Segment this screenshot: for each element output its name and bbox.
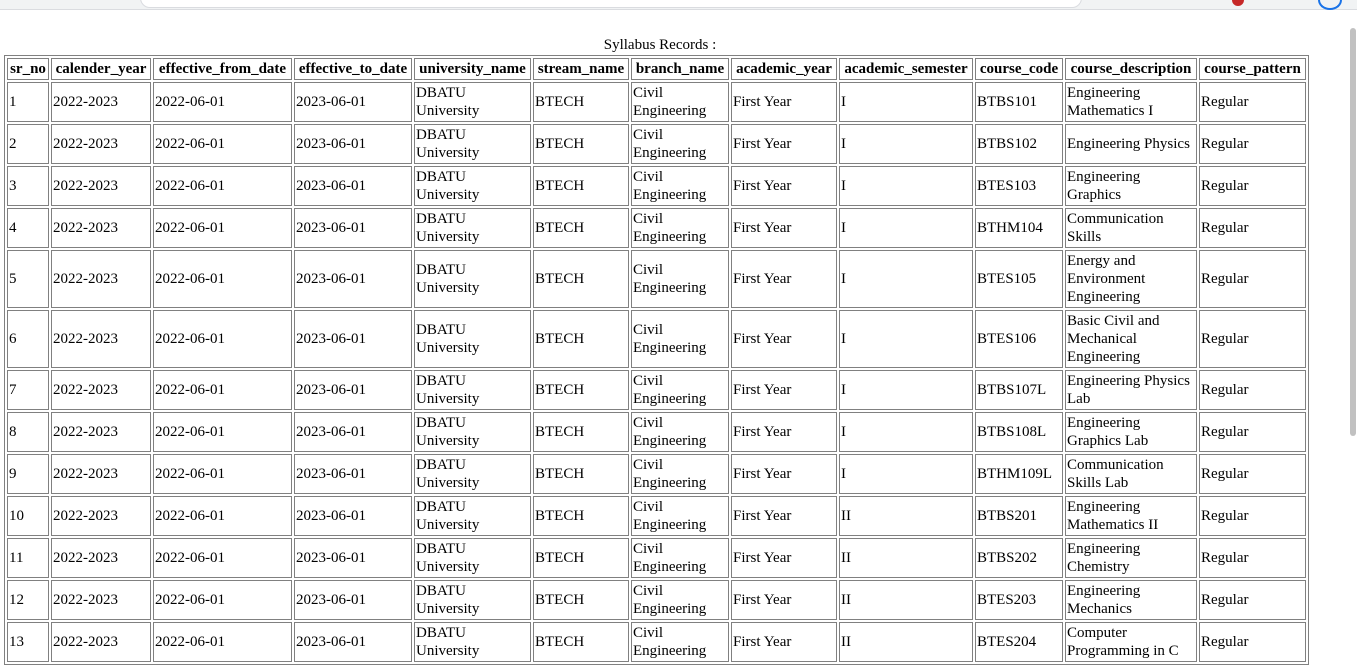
course-description-cell: Engineering Physics Lab	[1065, 370, 1197, 410]
calender-year-cell: 2022-2023	[51, 370, 151, 410]
branch-name-cell: Civil Engineering	[631, 496, 729, 536]
sr-no-cell: 12	[7, 580, 49, 620]
effective-from-date-cell: 2022-06-01	[153, 310, 292, 368]
effective-from-date-cell: 2022-06-01	[153, 82, 292, 122]
branch-name-cell: Civil Engineering	[631, 370, 729, 410]
table-row	[7, 124, 1306, 164]
academic-year-cell: First Year	[731, 538, 837, 578]
effective-to-date-cell: 2023-06-01	[294, 310, 412, 368]
effective-to-date-cell: 2023-06-01	[294, 580, 412, 620]
table-row	[7, 208, 1306, 248]
table-row	[7, 496, 1306, 536]
course-pattern-cell: Regular	[1199, 310, 1306, 368]
sr-no-cell: 2	[7, 124, 49, 164]
course-code-cell: BTBS201	[975, 496, 1063, 536]
academic-year-cell: First Year	[731, 310, 837, 368]
stream-name-cell: BTECH	[533, 370, 629, 410]
course-description-cell: Engineering Chemistry	[1065, 538, 1197, 578]
course-pattern-cell: Regular	[1199, 412, 1306, 452]
course-description-cell: Basic Civil and Mechanical Engineering	[1065, 310, 1197, 368]
university-name-cell: DBATU University	[414, 250, 531, 308]
course-code-cell: BTES204	[975, 622, 1063, 662]
browser-toolbar	[0, 0, 1357, 10]
course-pattern-cell: Regular	[1199, 580, 1306, 620]
sr-no-cell: 1	[7, 82, 49, 122]
table-row	[7, 310, 1306, 368]
effective-to-date-cell: 2023-06-01	[294, 370, 412, 410]
table-row	[7, 412, 1306, 452]
academic-semester-cell: I	[839, 250, 973, 308]
course-pattern-cell: Regular	[1199, 124, 1306, 164]
course-code-cell: BTBS102	[975, 124, 1063, 164]
branch-name-cell: Civil Engineering	[631, 250, 729, 308]
sr-no-cell: 10	[7, 496, 49, 536]
course-description-cell: Communication Skills Lab	[1065, 454, 1197, 494]
course-pattern-cell: Regular	[1199, 496, 1306, 536]
stream-name-cell: BTECH	[533, 250, 629, 308]
effective-from-date-cell: 2022-06-01	[153, 538, 292, 578]
university-name-cell: DBATU University	[414, 82, 531, 122]
university-name-cell: DBATU University	[414, 538, 531, 578]
branch-name-cell: Civil Engineering	[631, 538, 729, 578]
calender-year-cell: 2022-2023	[51, 166, 151, 206]
course-pattern-cell: Regular	[1199, 454, 1306, 494]
academic-semester-cell: II	[839, 538, 973, 578]
effective-from-date-cell: 2022-06-01	[153, 454, 292, 494]
sr-no-cell: 9	[7, 454, 49, 494]
branch-name-cell: Civil Engineering	[631, 412, 729, 452]
course-code-cell: BTES106	[975, 310, 1063, 368]
academic-year-cell: First Year	[731, 82, 837, 122]
table-row	[7, 82, 1306, 122]
university-name-cell: DBATU University	[414, 496, 531, 536]
academic-semester-cell: I	[839, 454, 973, 494]
stream-name-cell: BTECH	[533, 166, 629, 206]
university-name-cell: DBATU University	[414, 370, 531, 410]
calender-year-cell: 2022-2023	[51, 622, 151, 662]
course-description-cell: Engineering Graphics Lab	[1065, 412, 1197, 452]
table-body	[7, 82, 1306, 662]
calender-year-cell: 2022-2023	[51, 250, 151, 308]
column-header: effective_from_date	[153, 58, 292, 80]
academic-semester-cell: I	[839, 82, 973, 122]
sr-no-cell: 8	[7, 412, 49, 452]
course-code-cell: BTBS107L	[975, 370, 1063, 410]
effective-from-date-cell: 2022-06-01	[153, 250, 292, 308]
academic-year-cell: First Year	[731, 124, 837, 164]
academic-semester-cell: I	[839, 412, 973, 452]
university-name-cell: DBATU University	[414, 580, 531, 620]
syllabus-records-table	[4, 55, 1309, 665]
academic-year-cell: First Year	[731, 208, 837, 248]
calender-year-cell: 2022-2023	[51, 580, 151, 620]
course-pattern-cell: Regular	[1199, 622, 1306, 662]
course-code-cell: BTES105	[975, 250, 1063, 308]
stream-name-cell: BTECH	[533, 310, 629, 368]
column-header: course_code	[975, 58, 1063, 80]
effective-to-date-cell: 2023-06-01	[294, 166, 412, 206]
column-header: sr_no	[7, 58, 49, 80]
effective-from-date-cell: 2022-06-01	[153, 622, 292, 662]
stream-name-cell: BTECH	[533, 580, 629, 620]
effective-to-date-cell: 2023-06-01	[294, 82, 412, 122]
column-header: academic_semester	[839, 58, 973, 80]
calender-year-cell: 2022-2023	[51, 412, 151, 452]
course-code-cell: BTBS101	[975, 82, 1063, 122]
branch-name-cell: Civil Engineering	[631, 454, 729, 494]
stream-name-cell: BTECH	[533, 496, 629, 536]
column-header: calender_year	[51, 58, 151, 80]
column-header: effective_to_date	[294, 58, 412, 80]
branch-name-cell: Civil Engineering	[631, 124, 729, 164]
stream-name-cell: BTECH	[533, 412, 629, 452]
scrollbar-thumb[interactable]	[1350, 28, 1356, 436]
effective-from-date-cell: 2022-06-01	[153, 166, 292, 206]
calender-year-cell: 2022-2023	[51, 124, 151, 164]
course-pattern-cell: Regular	[1199, 538, 1306, 578]
effective-from-date-cell: 2022-06-01	[153, 496, 292, 536]
calender-year-cell: 2022-2023	[51, 208, 151, 248]
table-row	[7, 580, 1306, 620]
academic-semester-cell: I	[839, 370, 973, 410]
course-code-cell: BTHM104	[975, 208, 1063, 248]
column-header: course_pattern	[1199, 58, 1306, 80]
effective-from-date-cell: 2022-06-01	[153, 124, 292, 164]
course-code-cell: BTES203	[975, 580, 1063, 620]
academic-semester-cell: II	[839, 622, 973, 662]
academic-semester-cell: I	[839, 208, 973, 248]
calender-year-cell: 2022-2023	[51, 310, 151, 368]
university-name-cell: DBATU University	[414, 412, 531, 452]
address-bar[interactable]	[140, 0, 1082, 8]
academic-semester-cell: II	[839, 496, 973, 536]
course-code-cell: BTES103	[975, 166, 1063, 206]
course-pattern-cell: Regular	[1199, 370, 1306, 410]
course-code-cell: BTHM109L	[975, 454, 1063, 494]
table-row	[7, 622, 1306, 662]
table-row	[7, 166, 1306, 206]
university-name-cell: DBATU University	[414, 454, 531, 494]
table-row	[7, 250, 1306, 308]
course-code-cell: BTBS108L	[975, 412, 1063, 452]
effective-from-date-cell: 2022-06-01	[153, 580, 292, 620]
table-row	[7, 454, 1306, 494]
academic-year-cell: First Year	[731, 250, 837, 308]
column-header: stream_name	[533, 58, 629, 80]
page-caption: Syllabus Records :	[603, 37, 717, 53]
page-content	[4, 35, 1316, 665]
stream-name-cell: BTECH	[533, 208, 629, 248]
stream-name-cell: BTECH	[533, 538, 629, 578]
table-row	[7, 538, 1306, 578]
effective-to-date-cell: 2023-06-01	[294, 208, 412, 248]
calender-year-cell: 2022-2023	[51, 496, 151, 536]
course-description-cell: Computer Programming in C	[1065, 622, 1197, 662]
table-row	[7, 370, 1306, 410]
effective-to-date-cell: 2023-06-01	[294, 124, 412, 164]
university-name-cell: DBATU University	[414, 310, 531, 368]
sr-no-cell: 7	[7, 370, 49, 410]
course-description-cell: Engineering Mechanics	[1065, 580, 1197, 620]
refresh-icon[interactable]	[1318, 0, 1342, 10]
effective-to-date-cell: 2023-06-01	[294, 250, 412, 308]
calender-year-cell: 2022-2023	[51, 538, 151, 578]
academic-year-cell: First Year	[731, 370, 837, 410]
effective-from-date-cell: 2022-06-01	[153, 370, 292, 410]
stream-name-cell: BTECH	[533, 124, 629, 164]
academic-semester-cell: I	[839, 166, 973, 206]
profile-icon[interactable]	[1232, 0, 1244, 6]
sr-no-cell: 11	[7, 538, 49, 578]
column-header: university_name	[414, 58, 531, 80]
branch-name-cell: Civil Engineering	[631, 208, 729, 248]
calender-year-cell: 2022-2023	[51, 82, 151, 122]
academic-year-cell: First Year	[731, 412, 837, 452]
course-pattern-cell: Regular	[1199, 250, 1306, 308]
academic-year-cell: First Year	[731, 454, 837, 494]
course-description-cell: Engineering Mathematics II	[1065, 496, 1197, 536]
stream-name-cell: BTECH	[533, 454, 629, 494]
course-description-cell: Engineering Physics	[1065, 124, 1197, 164]
university-name-cell: DBATU University	[414, 208, 531, 248]
effective-to-date-cell: 2023-06-01	[294, 412, 412, 452]
branch-name-cell: Civil Engineering	[631, 82, 729, 122]
sr-no-cell: 6	[7, 310, 49, 368]
column-header: academic_year	[731, 58, 837, 80]
calender-year-cell: 2022-2023	[51, 454, 151, 494]
effective-to-date-cell: 2023-06-01	[294, 496, 412, 536]
course-description-cell: Engineering Graphics	[1065, 166, 1197, 206]
sr-no-cell: 5	[7, 250, 49, 308]
stream-name-cell: BTECH	[533, 82, 629, 122]
sr-no-cell: 3	[7, 166, 49, 206]
effective-to-date-cell: 2023-06-01	[294, 622, 412, 662]
academic-semester-cell: I	[839, 310, 973, 368]
branch-name-cell: Civil Engineering	[631, 580, 729, 620]
sr-no-cell: 13	[7, 622, 49, 662]
stream-name-cell: BTECH	[533, 622, 629, 662]
academic-semester-cell: I	[839, 124, 973, 164]
branch-name-cell: Civil Engineering	[631, 166, 729, 206]
course-pattern-cell: Regular	[1199, 82, 1306, 122]
effective-to-date-cell: 2023-06-01	[294, 538, 412, 578]
academic-semester-cell: II	[839, 580, 973, 620]
sr-no-cell: 4	[7, 208, 49, 248]
table-header-row	[7, 58, 1306, 80]
academic-year-cell: First Year	[731, 496, 837, 536]
academic-year-cell: First Year	[731, 580, 837, 620]
course-description-cell: Engineering Mathematics I	[1065, 82, 1197, 122]
university-name-cell: DBATU University	[414, 622, 531, 662]
effective-from-date-cell: 2022-06-01	[153, 412, 292, 452]
academic-year-cell: First Year	[731, 166, 837, 206]
column-header: branch_name	[631, 58, 729, 80]
course-description-cell: Communication Skills	[1065, 208, 1197, 248]
course-pattern-cell: Regular	[1199, 208, 1306, 248]
column-header: course_description	[1065, 58, 1197, 80]
course-description-cell: Energy and Environment Engineering	[1065, 250, 1197, 308]
branch-name-cell: Civil Engineering	[631, 310, 729, 368]
academic-year-cell: First Year	[731, 622, 837, 662]
course-code-cell: BTBS202	[975, 538, 1063, 578]
effective-from-date-cell: 2022-06-01	[153, 208, 292, 248]
university-name-cell: DBATU University	[414, 166, 531, 206]
effective-to-date-cell: 2023-06-01	[294, 454, 412, 494]
course-pattern-cell: Regular	[1199, 166, 1306, 206]
branch-name-cell: Civil Engineering	[631, 622, 729, 662]
university-name-cell: DBATU University	[414, 124, 531, 164]
